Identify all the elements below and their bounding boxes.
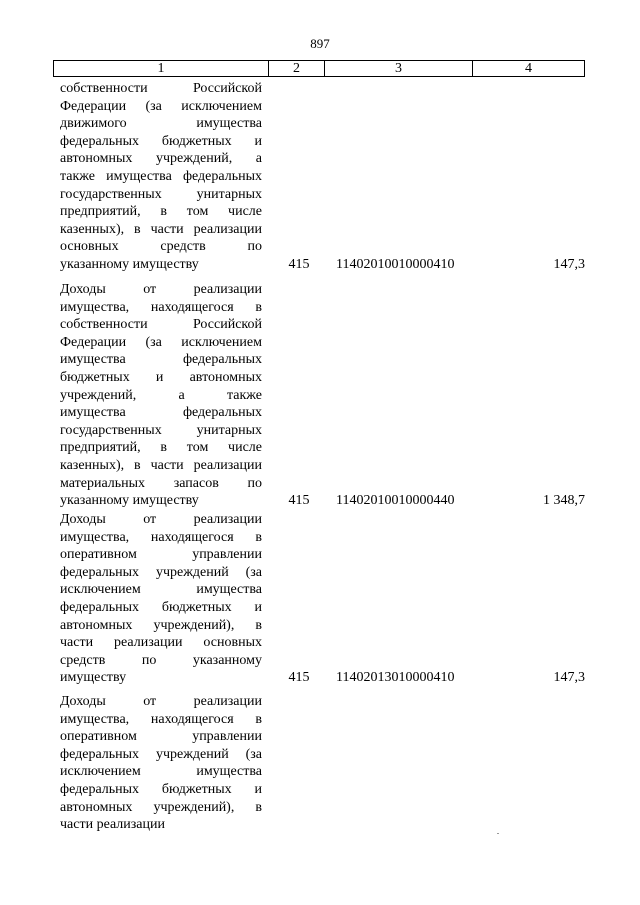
row-amount: 147,3 (553, 257, 585, 272)
description-line: имущества, находящегося в (60, 299, 262, 315)
table-row (60, 80, 585, 274)
row-code: 415 (288, 493, 310, 509)
description-line: средств по указанному (60, 652, 262, 668)
description-line: исключением имущества (60, 582, 262, 598)
description-line: движимого имущества (60, 116, 262, 132)
scan-speck (497, 833, 499, 834)
row-description (60, 281, 262, 510)
header-col-2: 2 (269, 61, 325, 76)
description-line: автономных учреждений, а (60, 151, 262, 167)
header-col-4: 4 (525, 61, 532, 76)
description-line: Федерации (за исключением (60, 334, 262, 350)
row-code: 415 (288, 670, 310, 686)
header-col-3: 3 (325, 61, 473, 76)
description-line: федеральных бюджетных и (60, 133, 262, 149)
description-line: исключением имущества (60, 764, 262, 780)
description-line: части реализации (60, 817, 165, 833)
table-row (60, 281, 585, 510)
table-row (60, 693, 585, 834)
description-line: оперативном управлении (60, 547, 262, 563)
header-col-1: 1 (54, 61, 269, 76)
table-header (53, 60, 585, 77)
table-row (60, 511, 585, 687)
description-line: собственности Российской (60, 81, 262, 96)
row-kbk: 11402010010000410 (336, 257, 455, 272)
description-line: Доходы от реализации (60, 694, 262, 709)
description-line: федеральных бюджетных и (60, 599, 262, 615)
description-line: учреждений, а также (60, 387, 262, 403)
description-line: Федерации (за исключением (60, 98, 262, 114)
description-line: казенных), в части реализации (60, 457, 262, 473)
description-line: Доходы от реализации (60, 512, 262, 527)
description-line: федеральных бюджетных и (60, 781, 262, 797)
description-line: имущества федеральных (60, 352, 262, 368)
description-line: федеральных учреждений (за (60, 564, 262, 580)
description-line: указанному имуществу (60, 256, 199, 272)
description-line: основных средств по (60, 239, 262, 255)
row-amount: 147,3 (553, 670, 585, 686)
row-description (60, 693, 262, 834)
description-line: государственных унитарных (60, 422, 262, 438)
description-line: материальных запасов по (60, 475, 262, 491)
description-line: автономных учреждений), в (60, 799, 262, 815)
page-number: 897 (310, 36, 330, 51)
description-line: указанному имуществу (60, 493, 199, 509)
description-line: имуществу (60, 670, 127, 686)
description-line: Доходы от реализации (60, 282, 262, 297)
row-kbk: 11402010010000440 (336, 493, 455, 509)
description-line: государственных унитарных (60, 186, 262, 202)
description-line: имущества, находящегося в (60, 529, 262, 545)
row-kbk: 11402013010000410 (336, 670, 455, 686)
row-code: 415 (288, 257, 310, 272)
description-line: бюджетных и автономных (60, 369, 262, 385)
row-description (60, 511, 262, 687)
description-line: также имущества федеральных (60, 168, 262, 184)
row-amount: 1 348,7 (543, 493, 585, 509)
description-line: оперативном управлении (60, 729, 262, 745)
description-line: предприятий, в том числе (60, 440, 262, 456)
description-line: предприятий, в том числе (60, 204, 262, 220)
row-description (60, 80, 262, 274)
description-line: федеральных учреждений (за (60, 746, 262, 762)
description-line: части реализации основных (60, 635, 262, 651)
description-line: собственности Российской (60, 317, 262, 333)
description-line: имущества федеральных (60, 405, 262, 421)
description-line: казенных), в части реализации (60, 221, 262, 237)
description-line: имущества, находящегося в (60, 711, 262, 727)
description-line: автономных учреждений), в (60, 617, 262, 633)
